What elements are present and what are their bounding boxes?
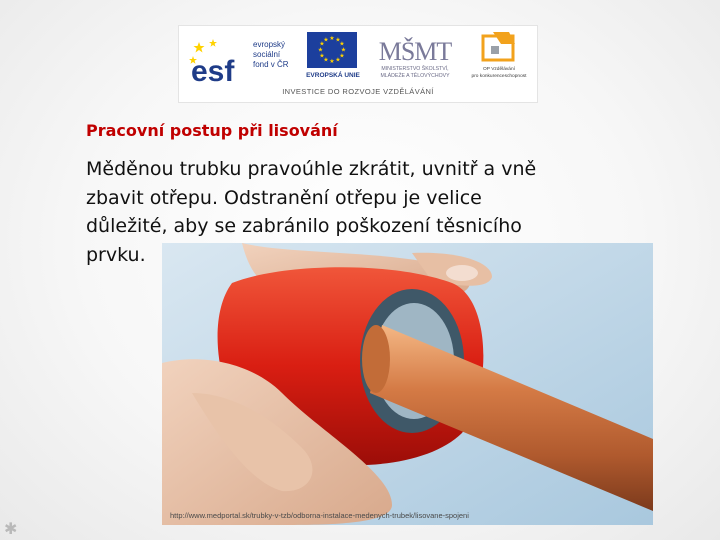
svg-text:MŠMT: MŠMT [378,37,452,66]
svg-text:★: ★ [329,35,335,42]
star-icon: ✱ [4,519,18,538]
body-line: důležité, aby se zabránilo poškození těsnicího [86,215,522,237]
photo-illustration [162,243,653,525]
esf-line-2: sociální [253,50,281,59]
svg-text:★: ★ [339,40,345,48]
photo-source-url: http://www.medportal.sk/trubky-v-tzb/odborna-instalace-medenych-trubek/lisovane-spojeni [170,511,469,520]
eu-flag-icon [307,32,357,68]
msmt-label [373,66,457,80]
esf-logo [189,36,313,86]
svg-text:★: ★ [319,52,325,60]
svg-text:★: ★ [340,46,347,54]
investice-tagline: INVESTICE DO ROZVOJE VZDĚLÁVÁNÍ [282,87,434,96]
svg-text:★: ★ [323,56,329,64]
esf-line-3: fond v ČR [253,60,289,69]
op-logo [465,30,533,88]
body-line: zbavit otřepu. Odstranění otřepu je velice [86,186,482,209]
svg-text:★: ★ [329,58,335,65]
eu-label: EVROPSKÁ UNIE [306,72,360,79]
op-logo-mark [479,30,519,64]
msmt-logo [373,30,457,88]
msmt-line-1: MINISTERSTVO ŠKOLSTVÍ, [381,66,449,72]
slide-body-text [86,155,646,269]
op-label [465,66,533,80]
esf-label [253,40,313,70]
op-line-1: OP Vzdělávání [483,67,515,72]
svg-text:esf: esf [191,55,235,88]
svg-text:★: ★ [335,36,341,44]
slide-subtitle: Pracovní postup při lisování [86,121,338,140]
msmt-logo-mark [378,30,452,66]
op-line-2: pro konkurenceschopnost [471,74,527,79]
svg-text:★: ★ [323,36,329,44]
svg-text:★: ★ [339,52,345,60]
esf-logo-mark [189,38,247,88]
logo-banner [178,25,538,103]
msmt-line-2: MLÁDEŽE A TĚLOVÝCHOVY [380,73,450,79]
body-line: prvku. [86,243,146,266]
pipe-deburring-photo [162,243,653,525]
esf-line-1: evropský [253,40,286,49]
svg-text:★: ★ [319,40,325,48]
svg-text:★: ★ [317,46,324,54]
body-line: Měděnou trubku pravoúhle zkrátit, uvnitř a vně [86,158,537,180]
svg-text:★: ★ [335,56,341,64]
eu-logo [307,32,359,86]
